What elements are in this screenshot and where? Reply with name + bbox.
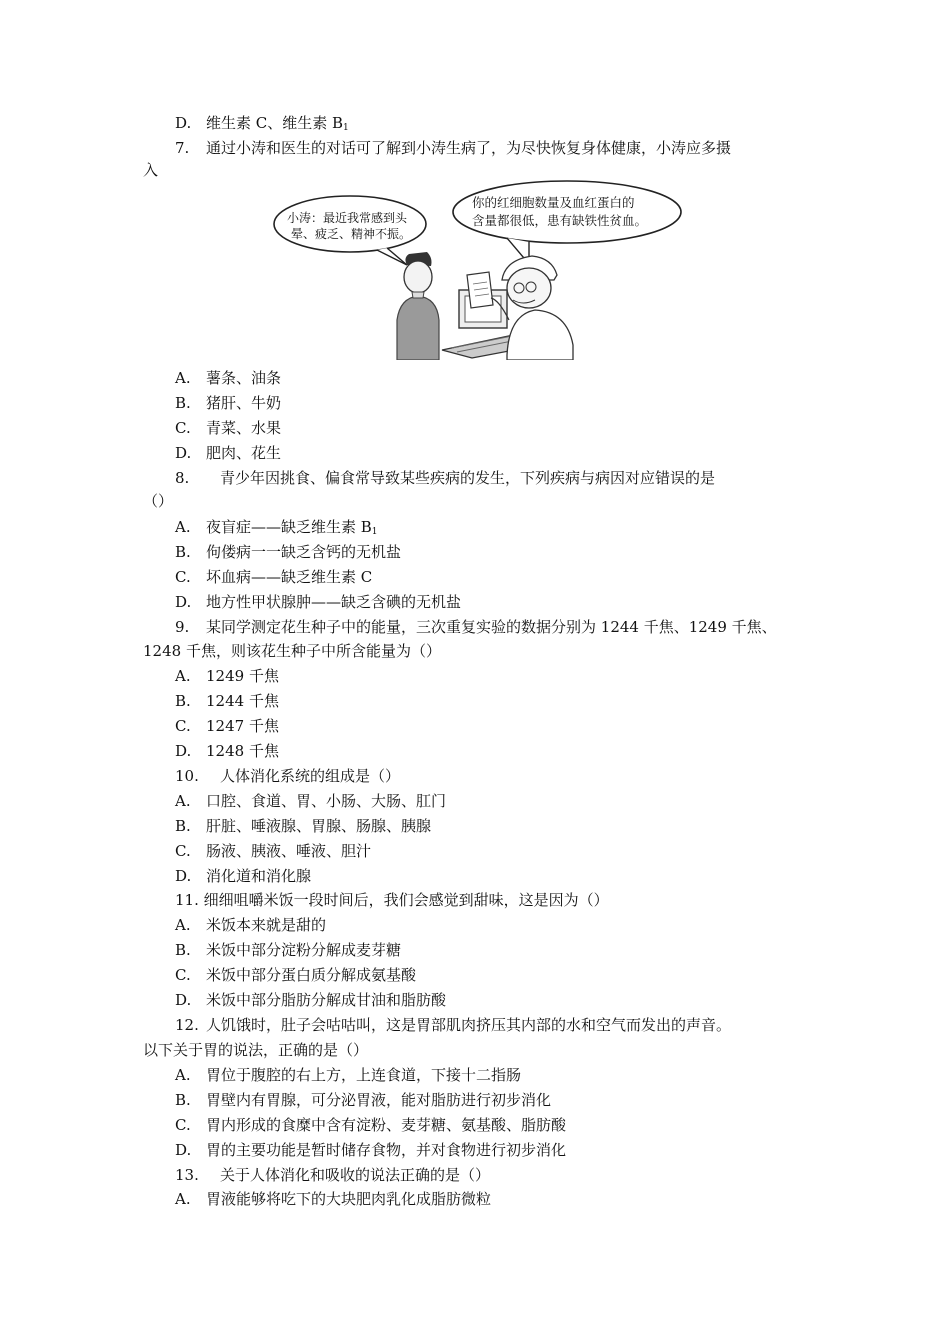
option-label: A.	[175, 1190, 191, 1208]
option-label: C.	[175, 842, 191, 860]
question-number: 13.	[175, 1166, 199, 1184]
q10-stem	[175, 766, 400, 786]
question-text: 人体消化系统的组成是（）	[220, 767, 401, 785]
question-number: 12.	[175, 1016, 199, 1034]
q8-option-d	[175, 592, 461, 612]
option-label: D.	[175, 1141, 192, 1159]
option-label: B.	[175, 1091, 191, 1109]
doctor-patient-illustration	[267, 180, 687, 360]
question-text: 关于人体消化和吸收的说法正确的是（）	[220, 1166, 491, 1184]
option-label: D.	[175, 991, 192, 1009]
option-text: 维生素 C、维生素 B	[206, 114, 344, 132]
option-label: B.	[175, 543, 191, 561]
q7-option-a	[175, 368, 281, 388]
q9-option-d	[175, 741, 279, 761]
q10-option-b	[175, 816, 431, 836]
option-text: 胃液能够将吃下的大块肥肉乳化成脂肪微粒	[206, 1190, 492, 1208]
option-text: 1247 千焦	[206, 717, 279, 735]
option-label: C.	[175, 966, 191, 984]
patient-bubble-line-1: 小涛：最近我常感到头	[287, 211, 408, 225]
q8-option-a	[175, 517, 378, 542]
patient-figure	[397, 252, 439, 360]
option-label: B.	[175, 817, 191, 835]
option-text: 肝脏、唾液腺、胃腺、肠腺、胰腺	[206, 817, 432, 835]
option-label: B.	[175, 394, 191, 412]
q13-stem	[175, 1165, 490, 1185]
q7-stem-continuation: 入	[143, 161, 159, 179]
option-text: 米饭中部分脂肪分解成甘油和脂肪酸	[206, 991, 447, 1009]
option-text: 米饭中部分蛋白质分解成氨基酸	[206, 966, 417, 984]
q7-stem	[175, 138, 731, 158]
q11-option-c	[175, 965, 416, 985]
q9-stem-continuation: 1248 千焦，则该花生种子中所含能量为（）	[143, 642, 441, 660]
q8-option-b	[175, 542, 401, 562]
option-text: 1244 千焦	[206, 692, 279, 710]
option-text: 胃内形成的食糜中含有淀粉、麦芽糖、氨基酸、脂肪酸	[206, 1116, 567, 1134]
q12-option-c	[175, 1115, 566, 1135]
q8-stem	[175, 468, 715, 488]
q11-stem: 11. 细细咀嚼米饭一段时间后，我们会感觉到甜味，这是因为（）	[175, 891, 609, 909]
option-label: B.	[175, 692, 191, 710]
subscript: 1	[343, 123, 349, 133]
option-label: A.	[175, 1066, 191, 1084]
q7-option-d	[175, 443, 281, 463]
q11-option-b	[175, 940, 401, 960]
question-text: 某同学测定花生种子中的能量，三次重复实验的数据分别为 1244 千焦、1249 千焦、	[206, 618, 777, 636]
option-label: A.	[175, 667, 191, 685]
question-number: 10.	[175, 767, 199, 785]
option-text: 地方性甲状腺肿——缺乏含碘的无机盐	[206, 593, 462, 611]
option-text: 青菜、水果	[206, 419, 282, 437]
option-text: 肥肉、花生	[206, 444, 282, 462]
q12-stem	[175, 1015, 731, 1035]
option-label: C.	[175, 419, 191, 437]
q8-option-c	[175, 567, 372, 587]
patient-bubble-line-2: 晕、疲乏、精神不振。	[291, 227, 412, 241]
q10-option-c	[175, 841, 371, 861]
option-text: 薯条、油条	[206, 369, 282, 387]
option-label: A.	[175, 792, 191, 810]
q10-option-d	[175, 866, 311, 886]
option-label: C.	[175, 717, 191, 735]
option-text: 消化道和消化腺	[206, 867, 312, 885]
q9-stem	[175, 617, 777, 637]
question-text: 人饥饿时，肚子会咕咕叫，这是胃部肌肉挤压其内部的水和空气而发出的声音。	[206, 1016, 732, 1034]
option-label: D.	[175, 114, 192, 132]
option-label: A.	[175, 916, 191, 934]
question-text: 通过小涛和医生的对话可了解到小涛生病了，为尽快恢复身体健康，小涛应多摄	[206, 139, 732, 157]
option-text: 1249 千焦	[206, 667, 279, 685]
question-number: 9.	[175, 618, 190, 636]
option-text: 胃的主要功能是暂时储存食物，并对食物进行初步消化	[206, 1141, 567, 1159]
option-label: D.	[175, 444, 192, 462]
doctor-bubble-line-2: 含量都很低，患有缺铁性贫血。	[472, 213, 648, 228]
option-text: 猪肝、牛奶	[206, 394, 282, 412]
q13-option-a	[175, 1189, 491, 1209]
q7-option-c	[175, 418, 281, 438]
option-label: C.	[175, 568, 191, 586]
q9-option-a	[175, 666, 279, 686]
q12-option-d	[175, 1140, 566, 1160]
option-label: D.	[175, 867, 192, 885]
question-number: 8.	[175, 469, 190, 487]
subscript: 1	[371, 527, 378, 537]
q7-option-b	[175, 393, 281, 413]
q8-stem-continuation: （）	[143, 492, 174, 510]
option-text: 胃位于腹腔的右上方，上连食道，下接十二指肠	[206, 1066, 522, 1084]
option-text: 夜盲症——缺乏维生素 B	[206, 518, 372, 536]
option-text: 坏血病——缺乏维生素 C	[206, 568, 373, 586]
q11-option-d	[175, 990, 446, 1010]
q12-option-a	[175, 1065, 521, 1085]
option-label: D.	[175, 742, 192, 760]
q11-option-a	[175, 915, 326, 935]
q12-option-b	[175, 1090, 551, 1110]
option-label: A.	[175, 518, 191, 536]
q12-stem-continuation: 以下关于胃的说法，正确的是（）	[143, 1041, 369, 1059]
question-text: 青少年因挑食、偏食常导致某些疾病的发生，下列疾病与病因对应错误的是	[220, 469, 716, 487]
option-label: D.	[175, 593, 192, 611]
option-text: 佝偻病一一缺乏含钙的无机盐	[206, 543, 402, 561]
q9-option-c	[175, 716, 279, 736]
option-text: 口腔、食道、胃、小肠、大肠、肛门	[206, 792, 447, 810]
option-label: C.	[175, 1116, 191, 1134]
doctor-speech-bubble	[453, 181, 681, 243]
question-number: 7.	[175, 139, 190, 157]
option-label: B.	[175, 941, 191, 959]
doctor-bubble-line-1: 你的红细胞数量及血红蛋白的	[472, 195, 635, 210]
option-text: 米饭本来就是甜的	[206, 916, 327, 934]
option-label: A.	[175, 369, 191, 387]
option-text: 米饭中部分淀粉分解成麦芽糖	[206, 941, 402, 959]
q10-option-a	[175, 791, 446, 811]
option-text: 肠液、胰液、唾液、胆汁	[206, 842, 372, 860]
option-text: 胃壁内有胃腺，可分泌胃液，能对脂肪进行初步消化	[206, 1091, 552, 1109]
q6-option-d	[175, 113, 349, 138]
option-text: 1248 千焦	[206, 742, 279, 760]
q9-option-b	[175, 691, 279, 711]
